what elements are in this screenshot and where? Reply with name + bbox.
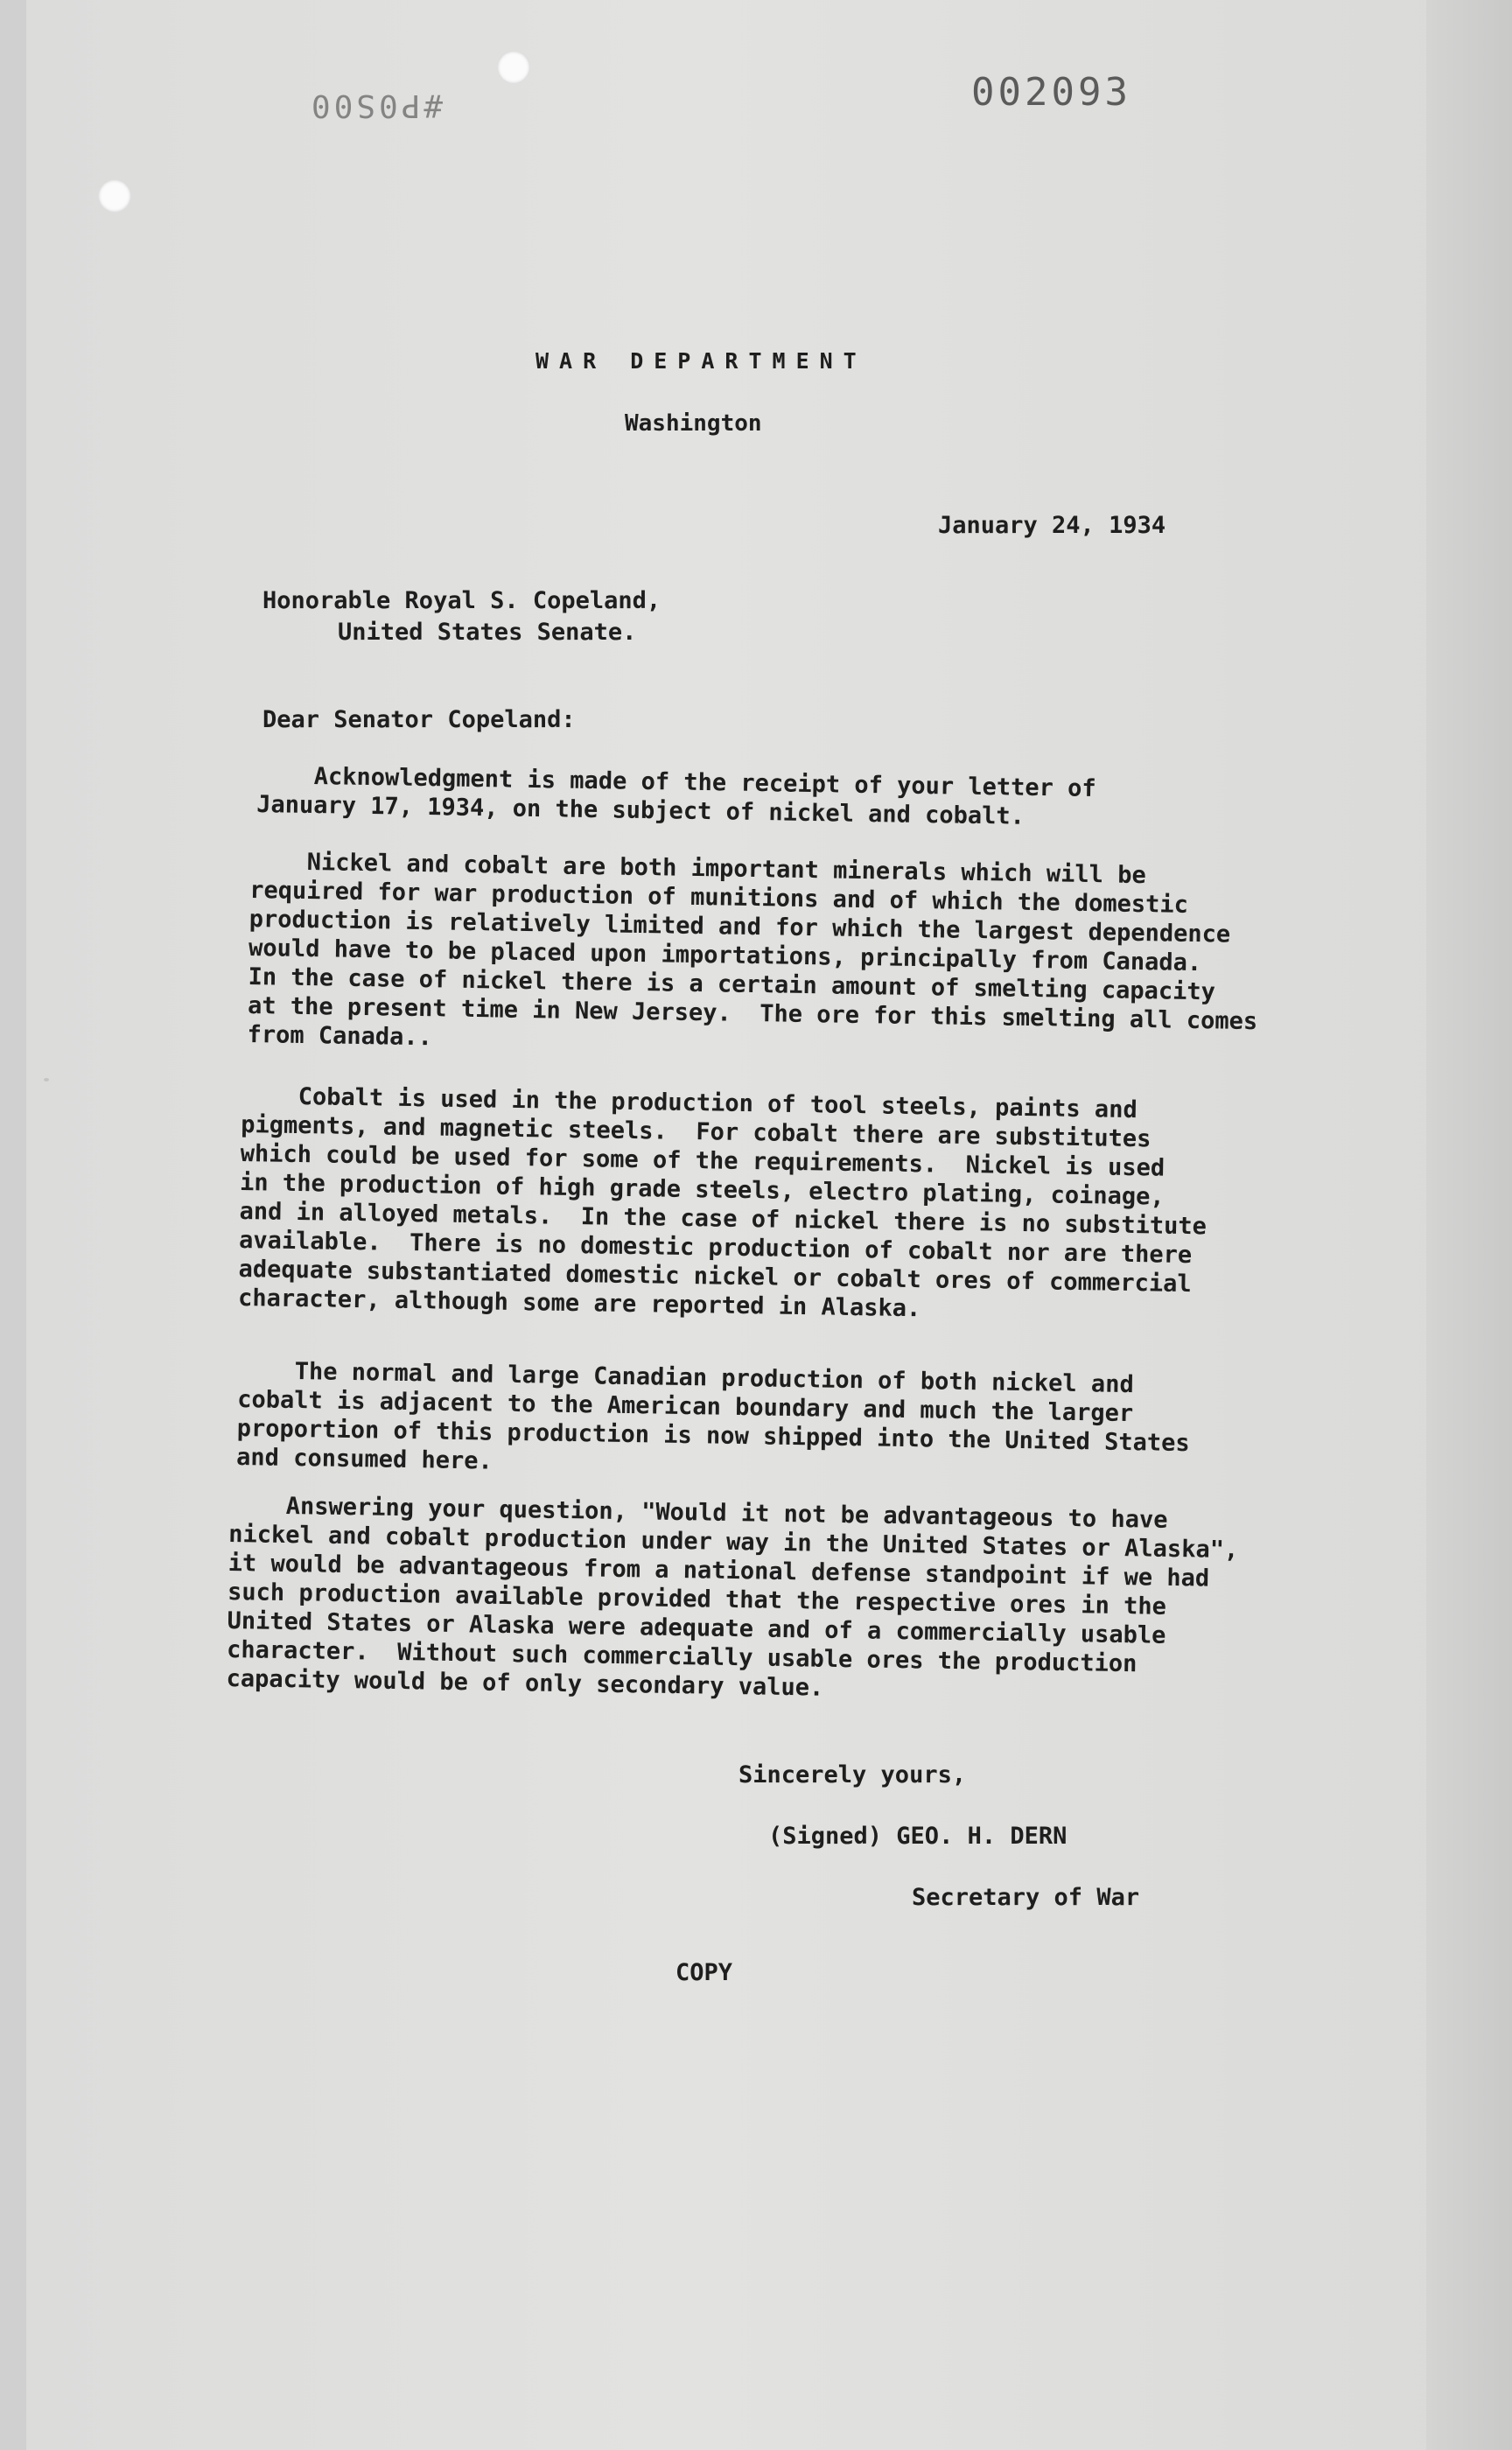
punch-hole-top [497, 51, 530, 84]
body-paragraph-canadian-production: The normal and large Canadian production of both nickel and cobalt is adjacent to the American boundary and much the larger proportion of this production is now shipped into the United States and consumed here. [235, 1356, 1190, 1475]
document-number-stamp: 002093 [971, 70, 1131, 115]
page-edge-shadow [1426, 0, 1512, 2450]
addressee-office: United States Senate. [338, 619, 637, 646]
punch-hole-left [98, 179, 131, 213]
signer-title: Secretary of War [912, 1884, 1140, 1911]
signature-line: (Signed) GEO. H. DERN [768, 1823, 1068, 1850]
complimentary-close: Sincerely yours, [738, 1761, 967, 1788]
letterhead-department: WAR DEPARTMENT [536, 348, 867, 374]
body-paragraph-importance: Nickel and cobalt are both important minerals which will be required for war production of munitions and of which the domestic production is relatively limited and for which the largest dependence would have to be placed upon importations, principally from Canada. In the case of nickel there is a certain amount of smelting capacity at the present time in New Jersey. The ore for this smelting all comes from Canada.. [247, 847, 1258, 1052]
salutation: Dear Senator Copeland: [262, 706, 576, 733]
body-paragraph-acknowledgment: Acknowledgment is made of the receipt of your letter of January 17, 1934, on the subject of nickel and cobalt. [256, 761, 1096, 830]
letterhead-city: Washington [625, 410, 762, 437]
body-paragraph-answer: Answering your question, "Would it not be advantageous to have nickel and cobalt production under way in the United States or Alaska", it would be advantageous from a national defense standpoint if we had such production available provided that the respective ores in the United States or Alaska were adequate and of a commercially usable character. Without such commercially usable ores the production capacity would be of only secondary value. [226, 1491, 1239, 1702]
letter-date: January 24, 1934 [938, 512, 1166, 539]
body-paragraph-uses: Cobalt is used in the production of tool steels, paints and pigments, and magnetic steels. For cobalt there are substitutes which could be used for some of the requirements. Nickel is used in the production of high grade steels, electro plating, coinage, and in alloyed metals. In the case of nickel there is no substitute available. There is no domestic production of cobalt nor are there adequate substantiated domestic nickel or cobalt ores of commercial character, although some are reported in Alaska. [237, 1082, 1208, 1323]
addressee-name: Honorable Royal S. Copeland, [262, 587, 662, 614]
ink-speck [44, 1078, 49, 1082]
copy-mark: COPY [676, 1959, 733, 1986]
archive-stamp-number: #P0S00 [308, 88, 444, 123]
